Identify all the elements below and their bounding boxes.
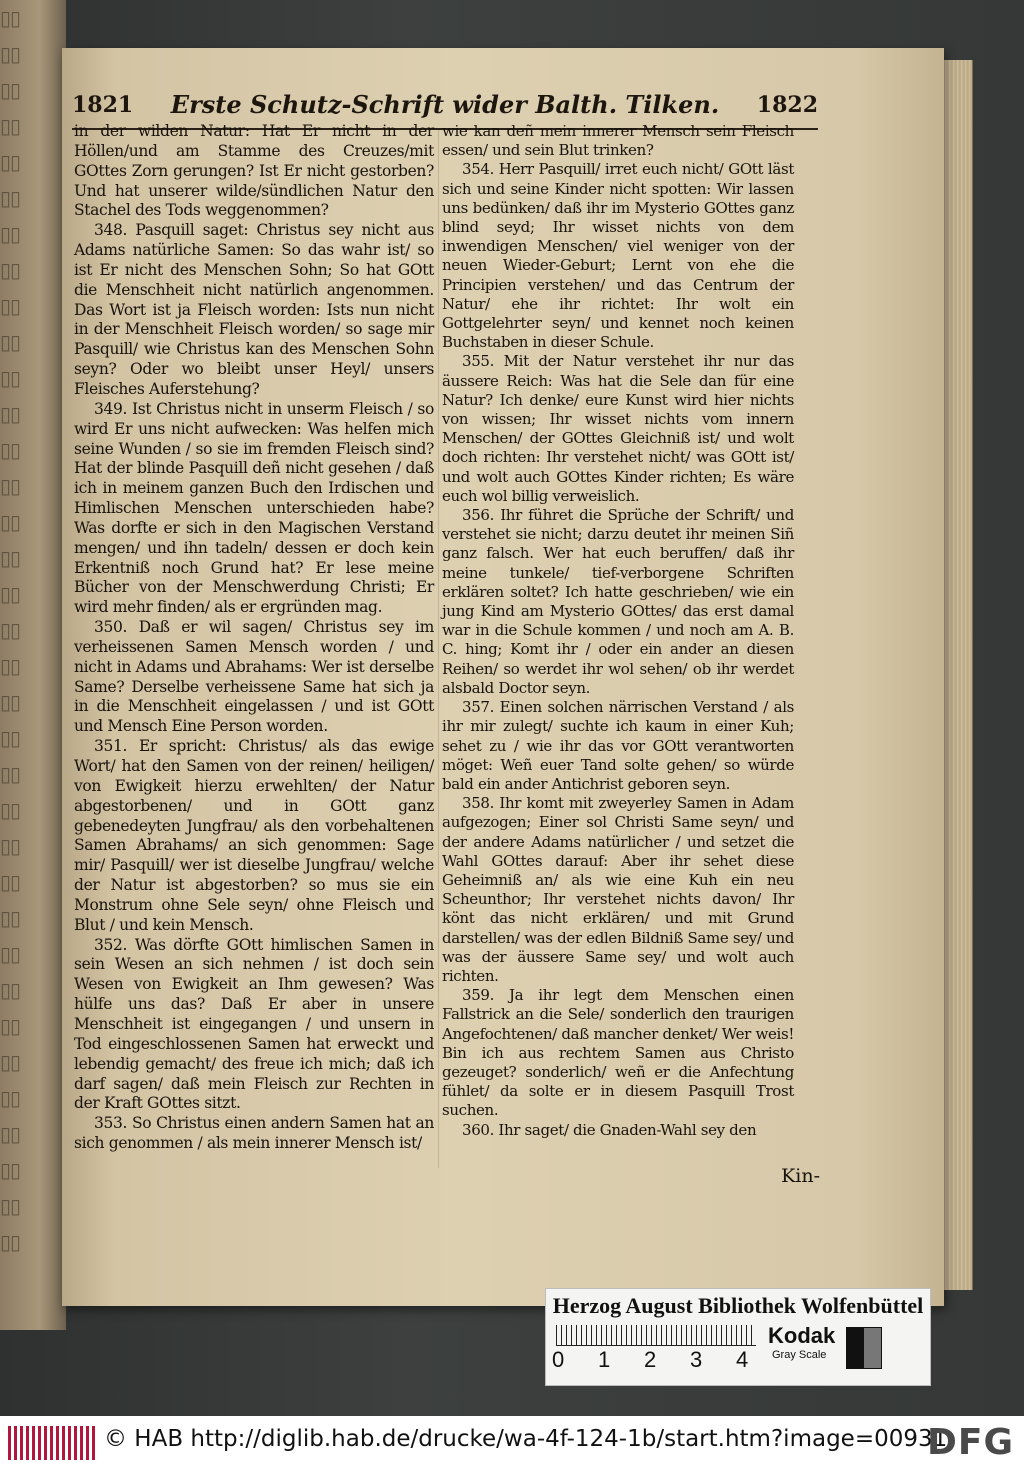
text-column-left <box>74 122 434 1154</box>
gray-scale-label: Gray Scale <box>772 1349 827 1361</box>
text-column-right <box>442 122 794 1140</box>
paragraph: 355. Mit der Natur verstehet ihr nur das äussere Reich: Was hat die Sele dan für eine Natur? Ich denke/ eure Kunst wird hier nichts von wissen; Ihr wisset nichts vom innern Menschen/ der GOttes Gleichniß ist/ und wolt doch richten: Ihr verstehet nicht/ was GOtt ist/ und wolt auch GOttes Kinder richten; Es wäre euch wol billig verweislich. <box>442 352 794 505</box>
ruler-numbers <box>552 1345 772 1379</box>
page-number-left: 1821 <box>72 92 134 118</box>
column-gutter <box>438 128 439 1168</box>
book-page <box>62 48 944 1306</box>
ruler-number: 3 <box>690 1347 703 1372</box>
paragraph: 353. So Christus einen andern Samen hat an sich genommen / als mein innerer Mensch ist/ <box>74 1114 434 1153</box>
paragraph: 348. Pasquill saget: Christus sey nicht aus Adams natürliche Samen: So das wahr ist/ so ist Er nicht des Menschen Sohn; So hat GOtt die Menschheit nicht natürlich angenommen. Das Wort ist ja Fleisch worden: Ists nun nicht in der Menschheit Fleisch worden/ so sage mir Pasquill/ wie Christus kan des Menschen Sohn seyn? Oder wo bleibt unser Heyl/ unsers Fleisches Auferstehung? <box>74 221 434 398</box>
paragraph: 350. Daß er wil sagen/ Christus sey im verheissenen Samen Mensch worden / und nicht in Adams und Abrahams: Wer ist derselbe Same? Derselbe verheissene Same hat sich ja in die Menschheit eingelassen / und ist GOtt und Mensch Eine Person worden. <box>74 618 434 736</box>
gray-swatch <box>846 1327 882 1369</box>
paragraph: 349. Ist Christus nicht in unserm Fleisch / so wird Er uns nicht aufwecken: Was helfen mich seine Wunden / so sie im fremden Fleisch sind? Hat der blinde Pasquill deñ nicht gesehen / daß ich in meinem ganzen Buch den Irdischen und Himlischen Menschen unterschieden habe? Was dorfte er sich in den Magischen Verstand mengen/ und ihn tadeln/ dessen er doch kein Erkentniß noch Grund hat? Er lese meine Bücher von der Menschwerdung Christi; Er wird mehr finden/ als er ergründen mag. <box>74 399 434 617</box>
ghost-text-decoration: ▯▯ ▯▯ ▯▯ ▯▯ ▯▯ ▯▯ ▯▯ ▯▯ ▯▯ ▯▯ ▯▯ ▯▯ ▯▯ ▯▯ ▯▯ ▯▯ ▯▯ ▯▯ ▯▯ ▯▯ ▯▯ ▯▯ ▯▯ ▯▯ ▯▯ ▯▯ ▯▯ ▯▯ ▯▯ ▯▯ ▯▯ ▯▯ ▯▯ ▯▯ ▯▯ <box>0 6 21 1254</box>
paragraph: 354. Herr Pasquill/ irret euch nicht/ GOtt läst sich und seine Kinder nicht spotten: Wir lassen uns bedünken/ daß ihr im Mysterio GOttes ganz blind seyd; Ihr wisset nichts von dem inwendigen Menschen/ viel weniger von der neuen Wieder-Geburt; Lernt von ehe die Principien verstehen/ und das Centrum der Natur/ ehe ihr richtet: Ihr wolt ein Gottgelehrter seyn/ und kennet noch keinen Buchstaben in dieser Schule. <box>442 160 794 352</box>
kodak-brand: Kodak <box>768 1323 836 1348</box>
paragraph: 356. Ihr führet die Sprüche der Schrift/ und verstehet sie nicht; darzu deutet ihr meinen Siñ ganz falsch. Wer hat euch beruffen/ daß ihr meine tunkele/ tief-verborgene Schriften erklären soltet? Ich hatte geschrieben/ wie ein jung Kind am Mysterio GOttes/ das erst damal war in die Schule kommen / und noch am A. B. C. hing; Komt ihr / oder ein ander an diesen Reihen/ so werdet ihr wol sehen/ ob ihr werdet alsbald Doctor seyn. <box>442 506 794 697</box>
catchword: Kin- <box>781 1165 820 1187</box>
ruler-number: 1 <box>598 1347 611 1372</box>
color-calibration-card <box>545 1288 931 1386</box>
library-name: Herzog August Bibliothek Wolfenbüttel <box>552 1293 924 1318</box>
source-url[interactable]: © HAB http://diglib.hab.de/drucke/wa-4f-124-1b/start.htm?image=00931 <box>104 1426 948 1452</box>
paragraph: 358. Ihr komt mit zweyerley Samen in Adam aufgezogen; Einer sol Christi Same seyn/ und der andere Adams natürlicher / und setzet die Wahl GOttes darauf: Aber ihr sehet diese Geheimniß an/ als wie eine Kuh ein neu Scheunthor; Ihr verstehet nichts davon/ Ihr könt das nicht erklären/ und mit Grund darstellen/ was der edlen Bildniß Same sey/ und was der äussere Same sey/ und wolt auch richten. <box>442 794 794 985</box>
paragraph: 360. Ihr saget/ die Gnaden-Wahl sey den <box>462 1120 757 1139</box>
paragraph: 352. Was dörfte GOtt himlischen Samen in sein Wesen an sich nehmen / ist doch sein Wesen von Ewigkeit an Ihm gewesen? Was hülfe uns das? Daß Er aber in unsere Menschheit ist eingegangen / und unsern in Tod eingeschlossenen Samen hat erweckt und lebendig gemacht/ des freue ich mich; daß ich darf sagen/ daß mein Fleisch zur Rechten in der Kraft GOttes sitzt. <box>74 935 434 1113</box>
paragraph: 351. Er spricht: Christus/ als das ewige Wort/ hat den Samen von der reinen/ heiligen/ von Ewigkeit hierzu erwehlten/ der Natur abgestorbenen/ und in GOtt ganz gebenedeyten Jungfrau/ als den vorbehaltenen Samen Abrahams/ an sich genommen: Sage mir/ Pasquill/ wer ist dieselbe Jungfrau/ welche der Natur ist abgestorben? so mus sie ein Monstrum ohne Sele seyn/ ohne Fleisch und Blut / und kein Mensch. <box>74 737 434 934</box>
paragraph: wie kan deñ mein innerer Mensch sein Fleisch essen/ und sein Blut trinken? <box>442 122 794 160</box>
page-number-right: 1822 <box>756 92 818 118</box>
previous-page-strip <box>0 0 66 1330</box>
paragraph: 357. Einen solchen närrischen Verstand / als ihr mir zulegt/ suchte ich kaum in einer Kuh; sehet zu / wie ihr das vor GOtt verantworten möget: Weñ euer Tand solte gehen/ so würde bald ein ander Antichrist geboren seyn. <box>442 698 794 793</box>
running-title: Erste Schutz-Schrift wider Balth. Tilken. <box>170 90 720 119</box>
ruler-number: 0 <box>552 1347 565 1372</box>
ruler-number: 2 <box>644 1347 657 1372</box>
scale-ruler <box>556 1325 756 1346</box>
paragraph: 359. Ja ihr legt dem Menschen einen Fallstrick an die Sele/ sonderlich den traurigen Angefochtenen/ daß mancher denket/ Wer weis! Bin ich aus rechtem Samen aus Christo gezeuget? sonderlich/ weñ er die Anfechtung fühlet/ da solte er in diesem Pasquill Trost suchen. <box>442 986 794 1120</box>
dfg-logo: DFG <box>926 1422 1014 1463</box>
paragraph: in der wilden Natur: Hat Er nicht in der Höllen/und am Stamme des Creuzes/mit GOttes Zorn gerungen? Ist Er nicht gestorben? Und hat unserer wilde/sündlichen Natur den Stachel des Tods weggenommen? <box>74 122 434 220</box>
ruler-number: 4 <box>736 1347 749 1372</box>
barcode-logo-icon <box>8 1426 96 1460</box>
viewer-footer <box>0 1416 1024 1468</box>
